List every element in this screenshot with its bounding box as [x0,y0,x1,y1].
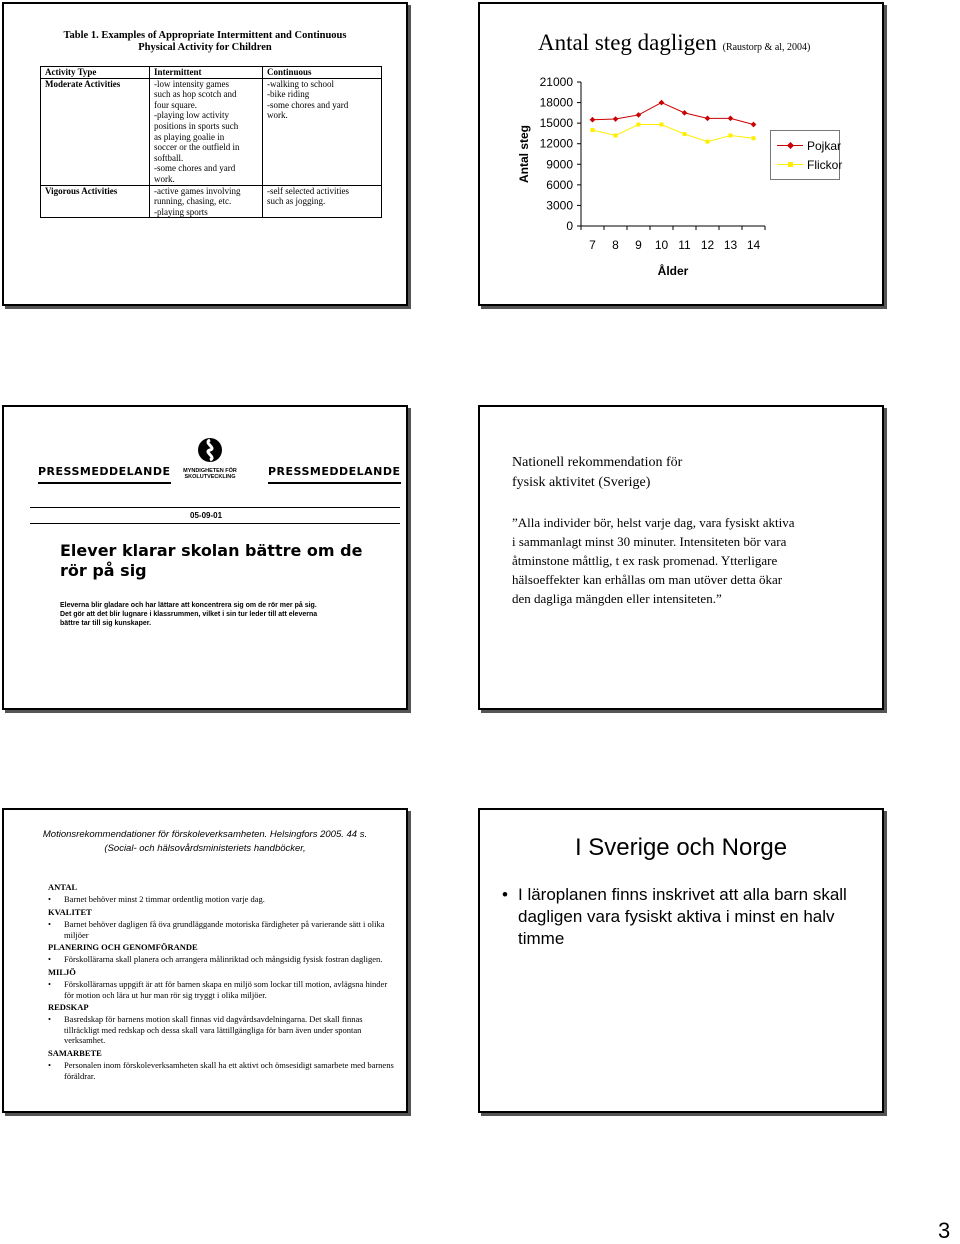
cell-intermittent [150,78,263,185]
section-item-text: Personalen inom förskoleverksamheten skall ha ett aktivt och ömsesidigt samarbete med barnens föräldrar. [64,1060,394,1081]
slide-press-release [2,405,408,710]
press-divider [30,523,400,524]
logo-text-1: MYNDIGHETEN FÖR [183,468,237,474]
y-tick-label: 0 [566,219,573,233]
cell-line: -playing sports [154,206,208,217]
data-point-flickor [637,123,641,127]
press-headline-2: rör på sig [60,561,147,580]
section-item [48,1060,394,1081]
section-label: MILJÖ [48,966,76,977]
legend-item-flickor [777,158,842,172]
quote-line-4: hälsoeffekter kan erhållas om man utöver detta ökar [512,572,783,587]
col-header-intermittent: Intermittent [150,67,263,79]
section-label: REDSKAP [48,1002,89,1013]
table-title-line-2: Physical Activity for Children [138,42,272,53]
y-tick-label: 12000 [539,136,573,151]
y-tick-label: 21000 [539,75,573,89]
bullet-icon: • [502,885,508,904]
cell-line: -some chores and yard [154,163,236,174]
section-item [48,979,394,1000]
recommendation-title [512,453,682,493]
section-item-text: Barnet behöver minst 2 timmar ordentlig motion varje dag. [64,894,265,905]
slide-national-recommendation [478,405,884,710]
press-headline [60,541,380,581]
x-tick-label: 7 [589,238,596,252]
data-point-pojkar [659,100,665,106]
bullet-icon: • [48,1014,51,1025]
data-point-flickor [752,136,756,140]
cell-line: as playing goalie in [154,131,225,142]
cell-line: work. [154,173,175,184]
slide5-header-2: (Social- och hälsovårdsministeriets handböcker, [104,843,306,854]
data-point-pojkar [705,116,711,122]
agency-logo-icon [197,437,223,463]
y-tick-label: 3000 [546,198,573,213]
data-point-flickor [706,140,710,144]
x-tick-label: 13 [723,238,738,252]
series-line-flickor [593,125,754,142]
slide-motion-recommendations [2,808,408,1113]
logo-text-2: SKOLUTVECKLING [184,474,236,480]
y-tick-label: 18000 [539,95,573,110]
cell-line: -low intensity games [154,78,229,89]
y-tick-label: 6000 [546,177,573,192]
press-label-right: PRESSMEDDELANDE [268,465,401,484]
press-divider [30,507,400,508]
agency-logo [180,437,240,480]
page-number: 3 [938,1218,951,1243]
bullet-icon: • [48,894,51,905]
slide5-header-1: Motionsrekommendationer för förskoleverksamheten. Helsingfors 2005. 44 s. [42,829,368,840]
cell-line: softball. [154,152,184,163]
slide6-bullet-item [502,884,878,950]
legend-swatch-pojkar [777,139,803,153]
table-title [4,30,406,54]
cell-continuous [263,185,382,218]
section-item-text: Förskollärarnas uppgift är att för barnen skapa en miljö som lockar till motion, avlägsna hinder för motion och lära ut hur man rör sig tryggt i olika miljöer. [64,979,388,1000]
bullet-icon: • [48,1060,51,1071]
cell-line: such as hop scotch and [154,89,237,100]
cell-line: -walking to school [267,78,334,89]
press-text-1: Eleverna blir gladare och har lättare att koncentrera sig om de rör mer på sig. [60,602,317,609]
x-tick-label: 9 [635,238,642,252]
cell-continuous [263,78,382,185]
y-axis-label: Antal steg [517,124,531,184]
bullet-icon: • [48,979,51,990]
recommendation-title-2: fysisk aktivitet (Sverige) [512,475,651,490]
section-label: PLANERING OCH GENOMFÖRANDE [48,942,198,953]
cell-line: work. [267,110,288,121]
section-item [48,954,394,964]
legend-swatch-flickor [777,158,803,172]
x-tick-label: 8 [612,238,619,252]
press-text-2: Det gör att det blir lugnare i klassrummen, vilket i sin tur leder till att eleverna [60,611,318,618]
data-point-flickor [729,133,733,137]
data-point-pojkar [636,112,642,118]
section-label: KVALITET [48,906,92,917]
cell-line: four square. [154,99,197,110]
slide6-title: I Sverige och Norge [574,834,788,861]
legend-label-flickor: Flickor [807,158,843,172]
y-tick-label: 9000 [546,157,573,172]
section-label: SAMARBETE [48,1047,102,1058]
press-text-3: bättre tar till sig kunskaper. [60,620,152,627]
cell-line: soccer or the outfield in [154,142,240,153]
data-point-flickor [683,132,687,136]
slide-activity-table [2,2,408,306]
table-header-row [41,67,382,79]
x-tick-label: 14 [746,238,761,252]
chart-source: (Raustorp & al, 2004) [722,42,811,53]
section-item-text: Basredskap för barnens motion skall finnas vid dagvårdsavdelningarna. Det skall finnas tillräckligt med redskap och dessa skall vara lättillgängliga för barn även under spontan verksamhet. [64,1014,363,1046]
press-text [60,601,380,628]
data-point-flickor [591,128,595,132]
section-item-text: Barnet behöver dagligen få öva grundläggande motoriska färdigheter på varierande sätt i olika miljöer [64,919,385,940]
y-tick-label: 15000 [539,116,573,131]
cell-line: positions in sports such [154,120,239,131]
section-item [48,1014,394,1045]
activity-table [40,66,382,218]
x-axis-label: Ålder [657,264,689,278]
x-tick-label: 12 [700,238,715,252]
section-label: ANTAL [48,882,78,892]
section-item-text: Förskollärarna skall planera och arrangera målinriktad och mångsidig fysisk fostran dagligen. [64,954,383,965]
cell-line: running, chasing, etc. [154,196,232,207]
recommendation-title-1: Nationell rekommendation för [512,455,683,470]
cell-activity-type: Vigorous Activities [41,185,150,218]
quote-line-5: den dagliga mängden eller intensiteten.” [512,591,722,606]
slide6-bullet-text: I läroplanen finns inskrivet att alla barn skall dagligen vara fysiskt aktiva i minst en halv timme [518,885,847,948]
press-date: 05-09-01 [190,511,223,520]
data-point-flickor [660,123,664,127]
cell-activity-type: Moderate Activities [41,78,150,185]
cell-line: -bike riding [267,89,310,100]
section-item [48,894,394,904]
slide5-header [4,828,406,856]
cell-line: such as jogging. [267,196,326,207]
bullet-icon: • [48,954,51,965]
data-point-pojkar [682,110,688,116]
recommendation-quote [512,513,862,608]
data-point-pojkar [751,122,757,128]
press-headline-1: Elever klarar skolan bättre om de [60,541,363,560]
table-row [41,78,382,185]
table-row [41,185,382,218]
cell-intermittent [150,185,263,218]
chart-legend [770,130,843,180]
quote-line-2: i sammanlagt minst 30 minuter. Intensiteten bör vara [512,534,787,549]
recommendation-sections [48,882,394,1083]
x-tick-label: 10 [654,238,669,252]
series-line-pojkar [593,103,754,125]
quote-line-1: ”Alla individer bör, helst varje dag, vara fysiskt aktiva [512,515,795,530]
slide-steps-chart [478,2,884,306]
data-point-pojkar [590,117,596,123]
cell-line: -self selected activities [267,185,349,196]
cell-line: -some chores and yard [267,99,349,110]
col-header-activity-type: Activity Type [41,67,150,79]
press-release-image [30,433,400,643]
cell-line: -playing low activity [154,110,229,121]
section-item [48,919,394,940]
table-title-line-1: Table 1. Examples of Appropriate Intermittent and Continuous [63,30,347,41]
x-tick-label: 11 [678,238,691,252]
legend-item-pojkar [777,139,841,153]
bullet-icon: • [48,919,51,930]
cell-line: -active games involving [154,185,241,196]
quote-line-3: åtminstone måttlig, t ex rask promenad. Ytterligare [512,553,778,568]
slide-sverige-norge [478,808,884,1113]
col-header-continuous: Continuous [263,67,382,79]
data-point-pojkar [728,116,734,122]
press-label-left: PRESSMEDDELANDE [38,465,171,484]
data-point-flickor [614,133,618,137]
data-point-pojkar [613,116,619,122]
legend-label-pojkar: Pojkar [807,139,842,153]
chart-title-text: Antal steg dagligen [538,30,717,55]
